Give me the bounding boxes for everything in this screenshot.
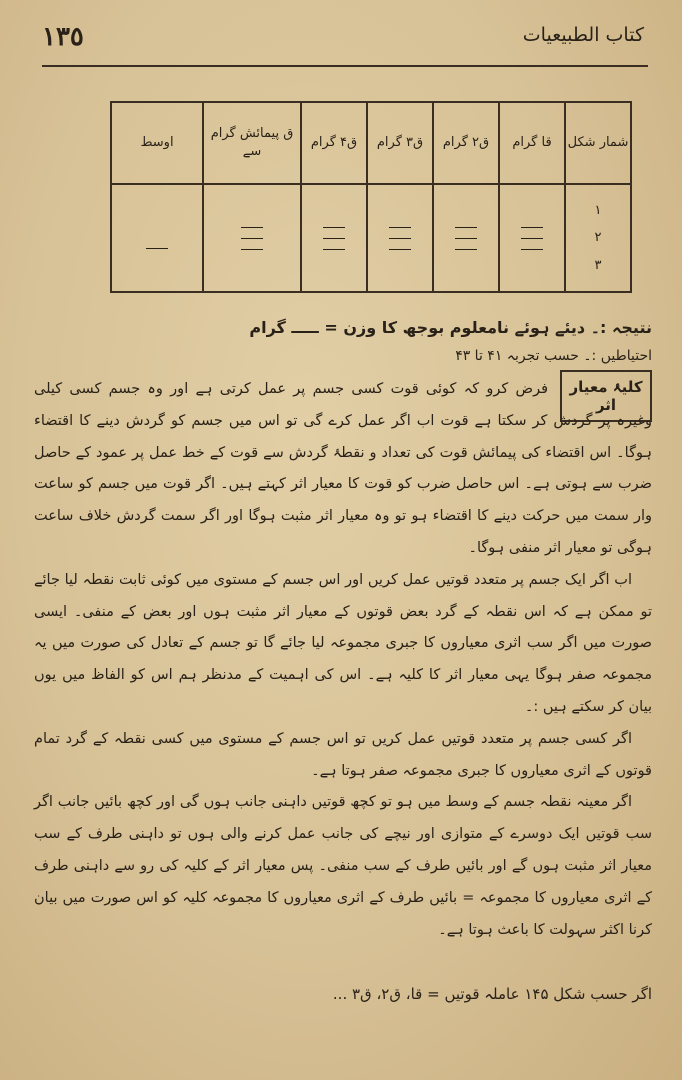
table-body-row [111, 184, 631, 292]
table-header: قا گرام [499, 102, 565, 184]
page-number: ١٣٥ [42, 22, 84, 52]
table-cell [367, 184, 433, 292]
table-header: ق۲ گرام [433, 102, 499, 184]
table-header: شمار شکل [565, 102, 631, 184]
row-number: ۲ [594, 230, 602, 246]
header-rule [42, 65, 648, 67]
result-line: نتیجہ :۔ دیئے ہوئے نامعلوم بوجھ کا وزن = ـــــ گرام [249, 318, 652, 337]
table-header: ق۳ گرام [367, 102, 433, 184]
table-header: ق پیمائش گرام سے [203, 102, 301, 184]
paragraph: اگر کسی جسم پر متعدد قوتیں عمل کریں تو اس جسم کے مستوی میں کسی نقطہ کے گرد تمام قوتوں کے اثری معیاروں کا جبری مجموعہ صفر ہوتا ہے۔ [34, 730, 652, 779]
observation-table [110, 101, 632, 293]
precautions-line: احتیاطیں :۔ حسب تجربہ ۴۱ تا ۴۳ [455, 348, 652, 364]
table-cell [499, 184, 565, 292]
book-title: کتاب الطبیعیات [522, 24, 644, 46]
table-header: اوسط [111, 102, 203, 184]
table-cell-average [111, 184, 203, 292]
row-number: ۳ [594, 257, 602, 273]
paragraph: اب اگر ایک جسم پر متعدد قوتیں عمل کریں اور اس جسم کے مستوی میں کوئی ثابت نقطہ لیا جائے تو ممکن ہے کہ اس نقطہ کے گرد بعض قوتوں کے معیار اثر مثبت ہوں اور بعض کے منفی۔ ایسی صورت میں اگر سب اثری معیاروں کا جبری مجموعہ لیا جائے گا تو جسم کے تعادل کی صورت میں یہ مجموعہ صفر ہوگا یہی معیار اثر کا کلیہ ہے۔ اس کی اہمیت کے مدنظر ہم اس کو الفاظ میں یوں بیان کر سکتے ہیں :۔ [34, 571, 652, 715]
table-cell [203, 184, 301, 292]
table-header-row [111, 102, 631, 184]
body-text [34, 374, 652, 946]
table-header: ق۴ گرام [301, 102, 367, 184]
table-cell [301, 184, 367, 292]
row-number: ۱ [594, 202, 602, 218]
paragraph: فرض کرو کہ کوئی قوت کسی جسم پر عمل کرتی ہے اور وہ جسم کسی کیلی وغیرہ پر گردش کر سکتا ہے قوت اب اگر عمل کرے گی تو اس میں جسم کو گردش دینے کا اقتضاء ہوگا۔ اس اقتضاء کی پیمائش قوت کی تعداد و نقطۂ گردش سے قوت کے خط عمل پر عمود کے حاصل ضرب سے ہوتی ہے۔ اس حاصل ضرب کو قوت کا معیار اثر کہتے ہیں۔ اگر قوت میں جسم کو ساعت وار سمت میں حرکت دینے کا اقتضاء ہو تو وہ معیار اثر مثبت ہوگا اور اگر سمت گردش خلاف ساعت ہوگی تو معیار اثر منفی ہوگا۔ [34, 381, 652, 556]
law-heading-box: کلیۂ معیار اثر [560, 370, 652, 422]
table-cell [433, 184, 499, 292]
formula-line: اگر حسب شکل ۱۴۵ عاملہ قوتیں = قا، ق۲، ق۳ ... [332, 985, 652, 1003]
paragraph: اگر معینہ نقطہ جسم کے وسط میں ہو تو کچھ قوتیں داہنی جانب ہوں گی اور کچھ بائیں جانب اگر سب قوتیں ایک دوسرے کے متوازی اور نیچے کی جانب عمل کرنے والی ہوں تو داہنی طرف کے سب معیار اثر مثبت ہوں گے اور بائیں طرف کے سب منفی۔ پس معیار اثر کے کلیہ کی رو سے داہنی طرف کے اثری معیاروں کا مجموعہ = بائیں طرف کے اثری معیاروں کا مجموعہ کلیہ کو اس صورت میں بیان کرنا اکثر سہولت کا باعث ہوتا ہے۔ [34, 794, 652, 938]
row-numbers-cell [565, 184, 631, 292]
